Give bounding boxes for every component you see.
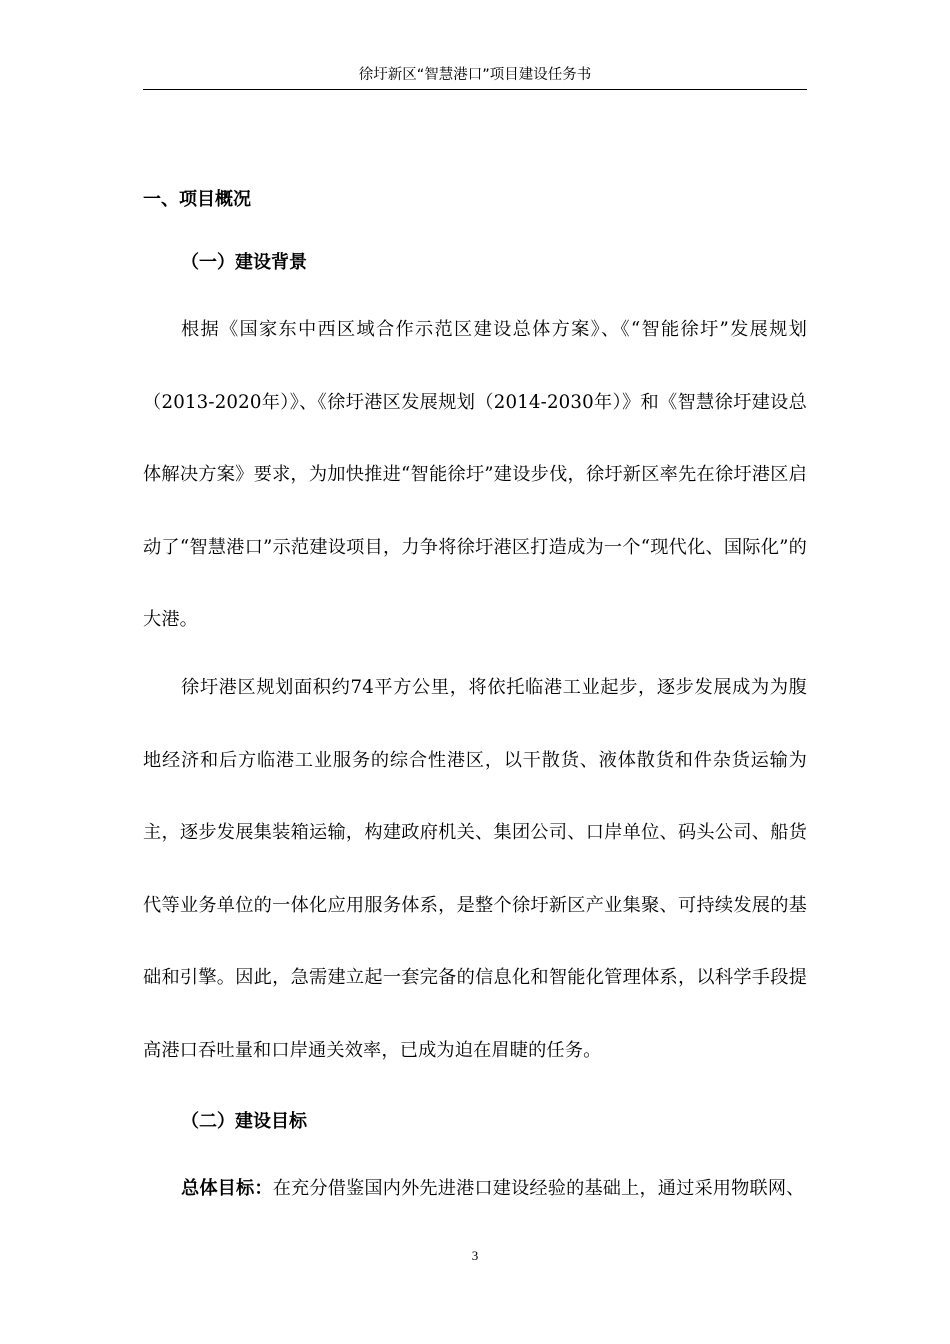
header-title: 徐圩新区“智慧港口”项目建设任务书: [358, 67, 592, 83]
goal-label: 总体目标：: [181, 1178, 273, 1199]
subsection-heading-background: （一）建设背景: [181, 252, 307, 273]
goal-text: 在充分借鉴国内外先进港口建设经验的基础上，通过采用物联网、: [272, 1178, 805, 1199]
paragraph-background-2: 徐圩港区规划面积约74平方公里，将依托临港工业起步，逐步发展成为为腹地经济和后方临港工业服务的综合性港区，以干散货、液体散货和件杂货运输为主，逐步发展集装箱运输，构建政府机关、集团公司、口岸单位、码头公司、船货代等业务单位的一体化应用服务体系，是整个徐圩新区产业集聚、可持续发展的基础和引擎。因此，急需建立起一套完备的信息化和智能化管理体系，以科学手段提高港口吞吐量和口岸通关效率，已成为迫在眉睫的任务。: [143, 677, 807, 1061]
page-number: 3: [471, 1248, 479, 1263]
section-heading-overview: 一、项目概况: [143, 189, 251, 210]
subsection-heading-goals: （二）建设目标: [181, 1111, 307, 1132]
paragraph-background-1: 根据《国家东中西区域合作示范区建设总体方案》、《“智能徐圩”发展规划（2013-2020年）》、《徐圩港区发展规划（2014-2030年）》和《智慧徐圩建设总体解决方案》要求，为加快推进“智能徐圩”建设步伐，徐圩新区率先在徐圩港区启动了“智慧港口”示范建设项目，力争将徐圩港区打造成为一个“现代化、国际化”的大港。: [143, 319, 807, 631]
page-header: [143, 64, 807, 90]
paragraph-goals: [143, 1153, 807, 1226]
